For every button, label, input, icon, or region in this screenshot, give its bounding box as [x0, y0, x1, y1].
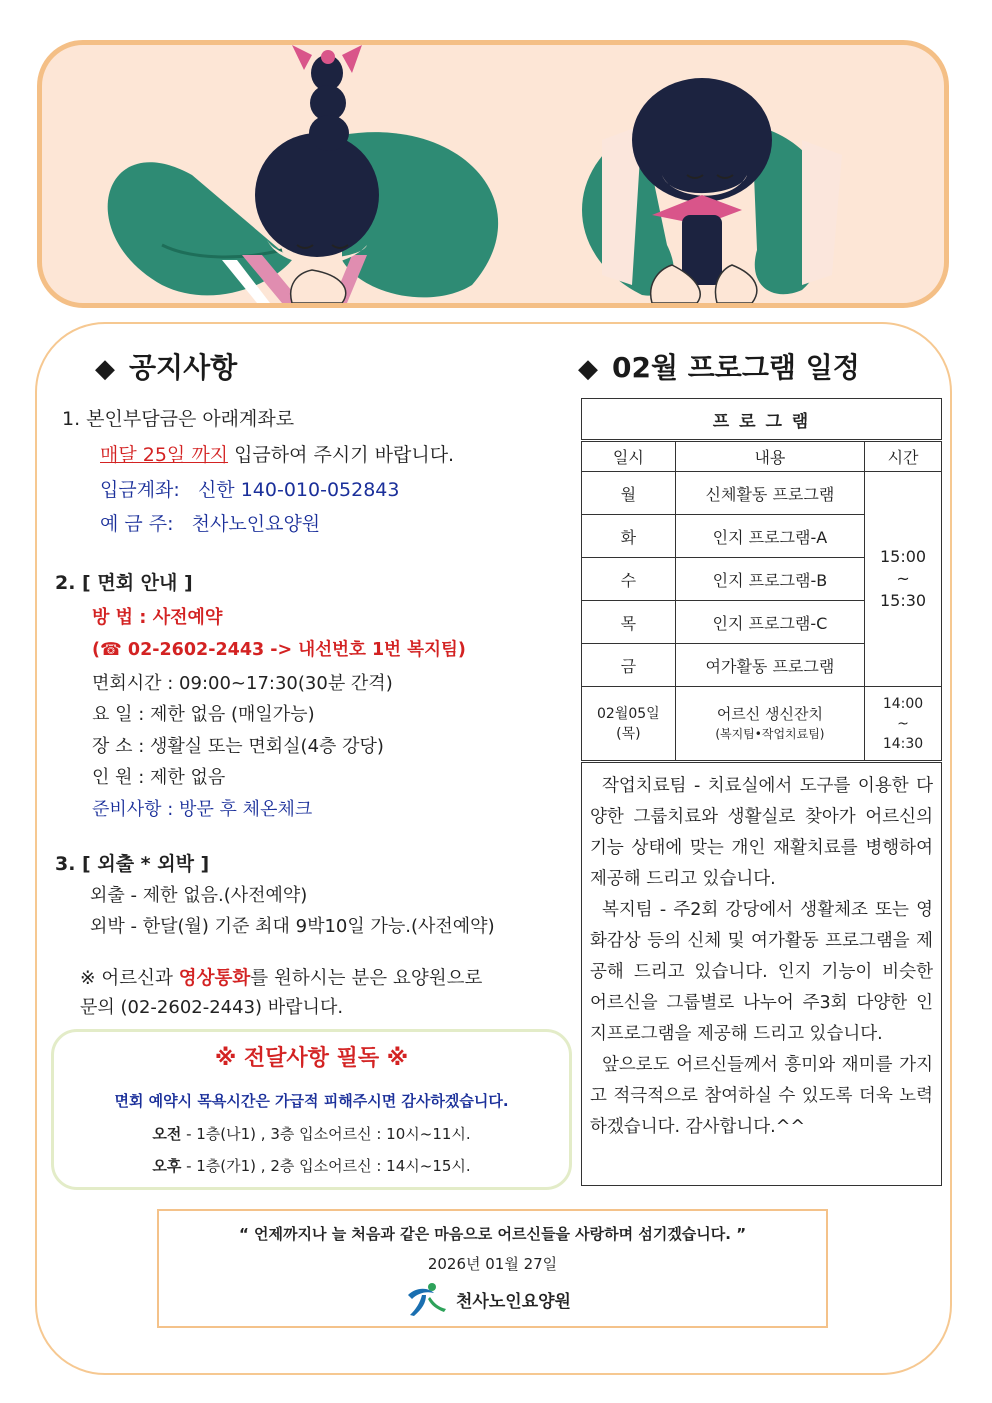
- header-content: 내용: [675, 441, 864, 472]
- footer-box: [157, 1209, 828, 1328]
- video-call-line1: ※ 어르신과 영상통화를 원하시는 분은 요양원으로: [80, 968, 483, 989]
- notice-item1-line1: 1. 본인부담금은 아래계좌로: [62, 408, 295, 430]
- footer-date: 2026년 01월 27일: [427, 1255, 558, 1273]
- description-paragraph: 작업치료팀 - 치료실에서 도구를 이용한 다양한 그룹치료와 생활실로 찾아가 어르신의 기능 상태에 맞는 개인 재활치료를 병행하여 제공해 드리고 있습니다.: [590, 776, 933, 889]
- visit-people: 인 원 : 제한 없음: [92, 767, 226, 788]
- bath-am-line: 오전 - 1층(나1) , 3층 입소어르신 : 10시~11시.: [152, 1125, 471, 1143]
- video-call-line2: 문의 (02-2602-2443) 바랍니다.: [80, 997, 344, 1018]
- holder-line: 예 금 주: 천사노인요양원: [100, 513, 321, 535]
- footer-org: [404, 1281, 571, 1317]
- special-time: 14:00 ~ 14:30: [865, 687, 942, 761]
- diamond-bullet-icon: ◆: [95, 354, 115, 384]
- visit-prep: 준비사항 : 방문 후 체온체크: [92, 799, 313, 820]
- row-content: 인지 프로그램-C: [675, 601, 864, 644]
- description-paragraph: 복지팀 - 주2회 강당에서 생활체조 또는 영화감상 등의 신체 및 여가활동 프로그램을 제공해 드리고 있습니다. 인지 기능이 비슷한 어르신을 그룹별로 나누어 주3회 다양한 인지프로그램을 제공해 드리고 있습니다.: [590, 900, 933, 1044]
- girl-head: [255, 133, 379, 257]
- program-description: [581, 762, 942, 1186]
- footer-quote: “ 언제까지나 늘 처음과 같은 마음으로 어르신들을 사랑하며 섬기겠습니다. ”: [238, 1225, 747, 1243]
- program-schedule-table: [581, 398, 942, 761]
- must-read-line1: 면회 예약시 목욕시간은 가급적 피해주시면 감사하겠습니다.: [114, 1092, 509, 1110]
- notice-item1-line2: 매달 25일 까지 입금하여 주시기 바랍니다.: [100, 444, 455, 466]
- org-logo-icon: [404, 1281, 450, 1317]
- overnight-line: 외박 - 한달(월) 기준 최대 9박10일 가능.(사전예약): [90, 916, 495, 937]
- outing-title: 3. [ 외출 * 외박 ]: [55, 853, 210, 875]
- table-header-row: [582, 441, 942, 472]
- table-row: [582, 472, 942, 515]
- diamond-bullet-icon: ◆: [578, 354, 598, 384]
- special-content: 어르신 생신잔치 (복지팀•작업치료팀): [675, 687, 864, 761]
- org-name: 천사노인요양원: [456, 1291, 571, 1312]
- boy-head: [632, 78, 772, 202]
- header-date: 일시: [582, 441, 676, 472]
- row-content: 인지 프로그램-B: [675, 558, 864, 601]
- row-day: 월: [582, 472, 676, 515]
- visit-day: 요 일 : 제한 없음 (매일가능): [92, 704, 315, 725]
- must-read-title: ※ 전달사항 필독 ※: [214, 1046, 409, 1071]
- outing-line: 외출 - 제한 없음.(사전예약): [90, 885, 308, 906]
- deadline-text: 매달 25일 까지: [100, 444, 229, 466]
- must-read-box: [51, 1029, 572, 1190]
- visit-guide-title: 2. [ 면회 안내 ]: [55, 572, 193, 594]
- row-day: 목: [582, 601, 676, 644]
- header-banner: [37, 40, 949, 308]
- row-day: 화: [582, 515, 676, 558]
- visit-place: 장 소 : 생활실 또는 면회실(4층 강당): [92, 736, 384, 757]
- special-event-row: [582, 687, 942, 761]
- table-title-row: [582, 399, 942, 441]
- schedule-heading: ◆ 02월 프로그램 일정: [578, 351, 860, 384]
- visit-method: 방 법 : 사전예약: [92, 607, 223, 628]
- row-day: 수: [582, 558, 676, 601]
- bath-pm-line: 오후 - 1층(가1) , 2층 입소어르신 : 14시~15시.: [152, 1157, 471, 1175]
- row-content: 인지 프로그램-A: [675, 515, 864, 558]
- table-title: 프 로 그 램: [582, 399, 942, 441]
- row-content: 여가활동 프로그램: [675, 644, 864, 687]
- row-day: 금: [582, 644, 676, 687]
- description-paragraph: 앞으로도 어르신들께서 흥미와 재미를 가지고 적극적으로 참여하실 수 있도록 더욱 노력하겠습니다. 감사합니다.^^: [590, 1055, 933, 1137]
- notice-heading: ◆ 공지사항: [95, 351, 238, 384]
- weekly-time-cell: 15:00 ~ 15:30: [865, 472, 942, 687]
- special-date: 02월05일 (목): [582, 687, 676, 761]
- visit-phone: (☎ 02-2602-2443 -> 내선번호 1번 복지팀): [92, 640, 466, 660]
- visit-time: 면회시간 : 09:00~17:30(30분 간격): [92, 673, 393, 694]
- account-line: 입금계좌: 신한 140-010-052843: [100, 479, 400, 501]
- row-content: 신체활동 프로그램: [675, 472, 864, 515]
- bowing-children-illustration: [42, 45, 944, 303]
- header-time: 시간: [865, 441, 942, 472]
